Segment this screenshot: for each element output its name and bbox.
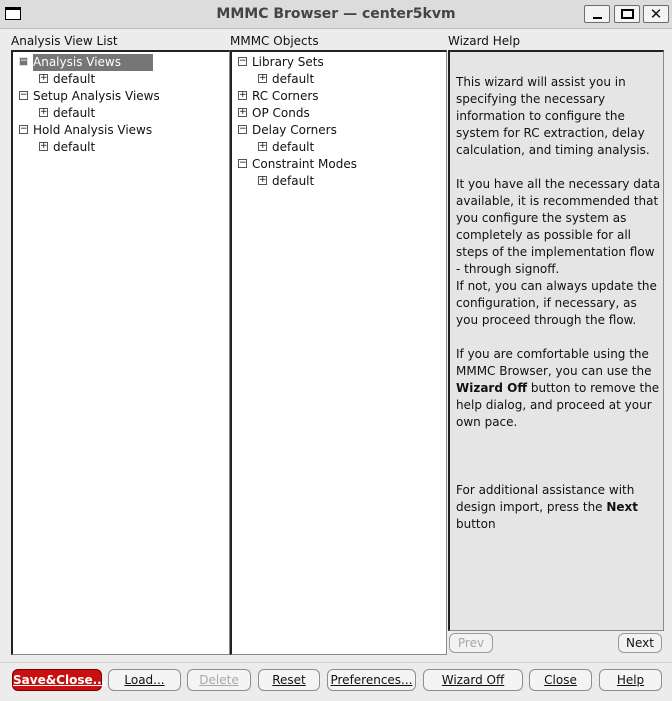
- tree-node-delay-corners[interactable]: [238, 122, 418, 139]
- tree-node-label: OP Conds: [252, 106, 310, 120]
- analysis-view-tree[interactable]: [11, 50, 230, 655]
- collapse-icon[interactable]: −: [20, 90, 28, 100]
- maximize-icon: [621, 9, 634, 19]
- tree-node-label: default: [272, 140, 315, 154]
- close-button[interactable]: Close: [529, 669, 592, 691]
- tree-node-label: default: [53, 72, 96, 86]
- expand-icon[interactable]: +: [259, 73, 267, 83]
- expand-icon[interactable]: +: [40, 73, 48, 83]
- tree-node-label: default: [53, 140, 96, 154]
- help-paragraph: If not, you can always update the configuration, if necessary, as you proceed through the flow.: [456, 279, 657, 327]
- tree-node-label: default: [272, 72, 315, 86]
- tree-node-label: Hold Analysis Views: [33, 123, 153, 137]
- analysis-view-list-header: Analysis View List: [11, 34, 118, 48]
- tree-node-label: Constraint Modes: [252, 157, 357, 171]
- wizard-off-button[interactable]: Wizard Off: [423, 669, 523, 691]
- tree-node-default[interactable]: [39, 105, 159, 122]
- minimize-button[interactable]: [584, 5, 610, 23]
- wizard-help-header: Wizard Help: [448, 34, 521, 48]
- tree-node-label: RC Corners: [252, 89, 319, 103]
- help-button[interactable]: Help: [599, 669, 662, 691]
- tree-node-label: Library Sets: [252, 55, 324, 69]
- tree-node-default[interactable]: [39, 139, 159, 156]
- tree-node-analysis-views[interactable]: [19, 54, 159, 71]
- window-title: MMMC Browser — center5kvm: [216, 6, 456, 22]
- delete-button[interactable]: Delete: [187, 669, 251, 691]
- collapse-icon[interactable]: −: [239, 56, 247, 66]
- close-window-button[interactable]: [643, 5, 669, 23]
- wizard-off-emphasis: Wizard Off: [456, 381, 528, 395]
- expand-icon[interactable]: +: [40, 141, 48, 151]
- mmmc-objects-header: MMMC Objects: [230, 34, 319, 48]
- next-emphasis: Next: [606, 500, 639, 514]
- collapse-icon[interactable]: −: [239, 158, 247, 168]
- tree-node-constraint-modes[interactable]: [238, 156, 418, 173]
- help-paragraph: This wizard will assist you in specifying the necessary information to configure the system for RC extraction, delay calculation, and timing analysis.: [456, 75, 650, 157]
- tree-node-hold-analysis-views[interactable]: [19, 122, 199, 139]
- tree-node-label: Delay Corners: [252, 123, 337, 137]
- tree-node-label: Analysis Views: [33, 54, 153, 71]
- expand-icon[interactable]: +: [259, 175, 267, 185]
- wizard-help-text: [456, 74, 662, 533]
- wizard-help-panel: [448, 50, 664, 631]
- maximize-button[interactable]: [614, 5, 640, 23]
- prev-button[interactable]: Prev: [449, 633, 493, 653]
- tree-node-op-conds[interactable]: [238, 105, 418, 122]
- collapse-icon[interactable]: −: [239, 124, 247, 134]
- expand-icon[interactable]: +: [259, 141, 267, 151]
- tree-node-label: Setup Analysis Views: [33, 89, 160, 103]
- help-paragraph: If you are comfortable using the MMMC Browser, you can use the Wizard Off button to remove the help dialog, and proceed at your own pace.: [456, 347, 660, 429]
- mmmc-objects-tree[interactable]: [230, 50, 447, 655]
- expand-icon[interactable]: +: [239, 107, 247, 117]
- minimize-icon: [593, 17, 602, 19]
- save-and-close-button[interactable]: Save&Close...: [12, 669, 102, 691]
- expand-icon[interactable]: +: [40, 107, 48, 117]
- tree-node-label: default: [272, 174, 315, 188]
- close-icon: ✕: [649, 4, 663, 23]
- collapse-icon[interactable]: −: [20, 56, 28, 66]
- tree-node-default[interactable]: [258, 71, 378, 88]
- help-paragraph: It you have all the necessary data available, it is recommended that you configure the system as completely as possible for all steps of the implementation flow - through signoff.: [456, 177, 661, 276]
- tree-node-default[interactable]: [258, 139, 378, 156]
- tree-node-setup-analysis-views[interactable]: [19, 88, 199, 105]
- collapse-icon[interactable]: −: [20, 124, 28, 134]
- tree-node-label: default: [53, 106, 96, 120]
- title-bar[interactable]: [0, 0, 672, 29]
- tree-node-rc-corners[interactable]: [238, 88, 418, 105]
- load-button[interactable]: Load...: [108, 669, 181, 691]
- reset-button[interactable]: Reset: [258, 669, 320, 691]
- expand-icon[interactable]: +: [239, 90, 247, 100]
- tree-node-default[interactable]: [258, 173, 378, 190]
- preferences-button[interactable]: Preferences...: [327, 669, 416, 691]
- help-paragraph: For additional assistance with design import, press the Next button: [456, 483, 639, 531]
- tree-node-default[interactable]: [39, 71, 159, 88]
- next-button[interactable]: Next: [618, 633, 662, 653]
- tree-node-library-sets[interactable]: [238, 54, 418, 71]
